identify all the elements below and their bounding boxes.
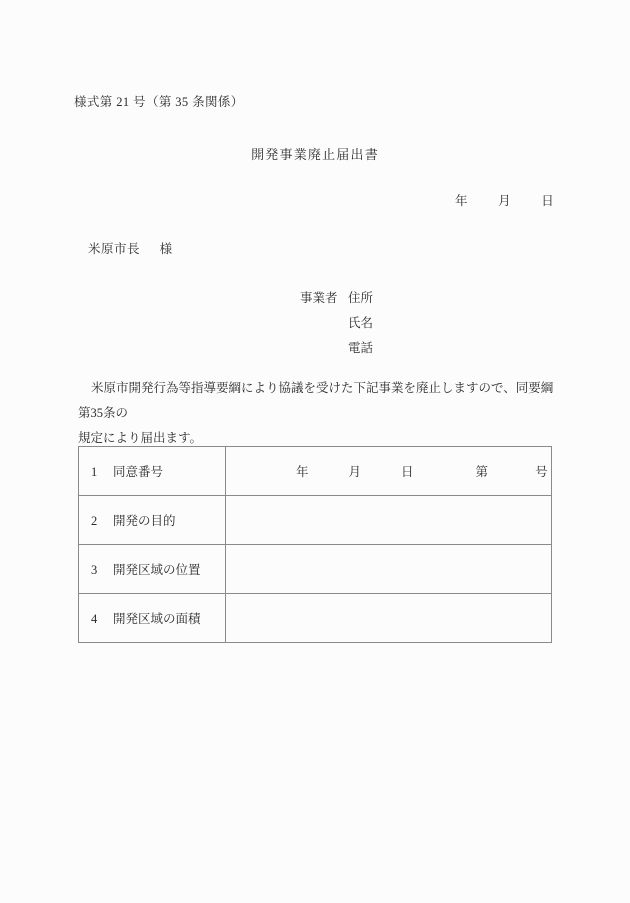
- operator-name-row: [300, 311, 373, 336]
- consent-month-label: 月: [348, 465, 362, 479]
- row-label-development-purpose: [79, 496, 226, 545]
- row-value-area-location[interactable]: [226, 545, 552, 594]
- consent-year-label: 年: [296, 465, 309, 479]
- table-row: [79, 496, 552, 545]
- operator-phone-label: 電話: [348, 341, 374, 355]
- consent-number-suffix: 号: [535, 465, 548, 479]
- body-line-2: 規定により届出ます。: [78, 431, 203, 445]
- table-row: [79, 447, 552, 496]
- addressee: [88, 239, 173, 257]
- body-paragraph: [78, 376, 558, 451]
- row-value-development-purpose[interactable]: [226, 496, 552, 545]
- row-label-text: 開発区域の面積: [113, 612, 201, 626]
- table-row: [79, 594, 552, 643]
- operator-name-label: 氏名: [348, 316, 374, 330]
- document-title: 開発事業廃止届出書: [251, 147, 379, 162]
- row-label-area-location: [79, 545, 226, 594]
- operator-address-label: 住所: [348, 291, 374, 305]
- operator-heading: 事業者: [300, 291, 338, 305]
- row-label-area-size: [79, 594, 226, 643]
- date-line: [455, 191, 554, 209]
- row-value-area-size[interactable]: [226, 594, 552, 643]
- operator-spacer: [300, 336, 348, 361]
- row-label-text: 開発区域の位置: [113, 563, 201, 577]
- row-number: 1: [91, 465, 98, 479]
- body-line-1: 米原市開発行為等指導要綱により協議を受けた下記事業を廃止しますので、同要綱第35条の: [78, 381, 554, 420]
- table-row: [79, 545, 552, 594]
- row-value-consent-number[interactable]: [226, 447, 552, 496]
- row-label-text: 同意番号: [113, 465, 164, 479]
- consent-number-prefix: 第: [475, 465, 489, 479]
- date-day-label: 日: [541, 194, 554, 208]
- date-year-label: 年: [455, 194, 468, 208]
- consent-number-fields: [226, 462, 551, 480]
- consent-day-label: 日: [401, 465, 414, 479]
- operator-phone-row: [300, 336, 373, 361]
- form-table: [78, 446, 552, 643]
- date-month-label: 月: [498, 194, 511, 208]
- addressee-honorific: 様: [159, 242, 173, 256]
- operator-address-row: [300, 286, 373, 311]
- row-number: 3: [91, 563, 98, 577]
- operator-spacer: [300, 311, 348, 336]
- addressee-name: 米原市長: [88, 242, 141, 256]
- row-number: 4: [91, 612, 98, 626]
- row-label-text: 開発の目的: [113, 514, 176, 528]
- row-number: 2: [91, 514, 98, 528]
- operator-block: [300, 286, 373, 361]
- form-number: 様式第 21 号（第 35 条関係）: [74, 95, 244, 109]
- row-label-consent-number: [79, 447, 226, 496]
